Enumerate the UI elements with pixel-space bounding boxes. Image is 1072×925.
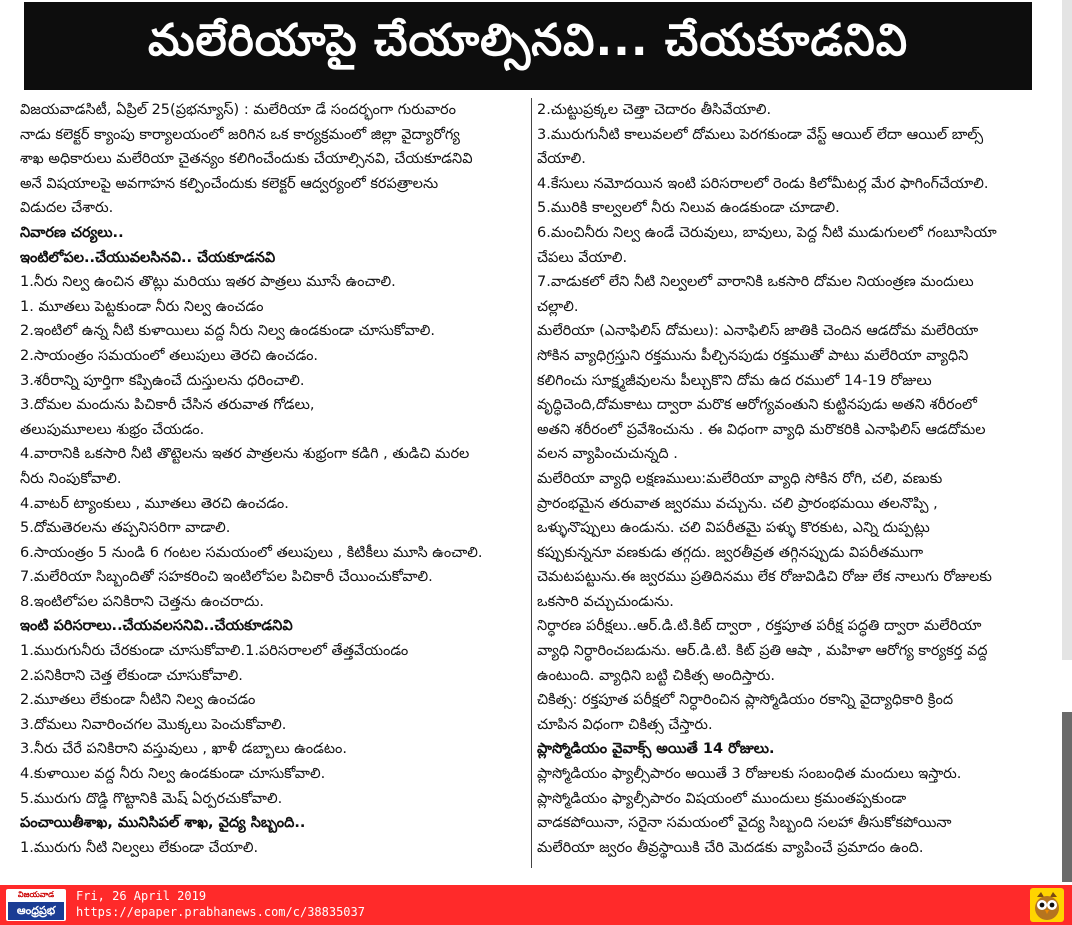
- paragraph-line: 2.మూతలు లేకుండా నీటిని నిల్వ ఉంచడం: [20, 692, 256, 709]
- paragraph-line: 4.వాటర్ ట్యాంకులు , మూతలు తెరచి ఉంచడం.: [20, 495, 289, 512]
- paragraph-line: 4.కుళాయిల వద్ద నీరు నిల్వ ఉండకుండా చూసుకోవాలి.: [20, 766, 326, 783]
- paragraph-line: 5.మురికి కాల్వలలో నీరు నిలువ ఉండకుండా చూడాలి.: [537, 200, 840, 217]
- paragraph-line: 2.ఇంటిలో ఉన్న నీటి కుళాయిలు వద్ద నీరు నిల్వ ఉండకుండా చూసుకోవాలి.: [20, 323, 435, 340]
- paragraph-line: చల్లాలి.: [537, 298, 579, 315]
- paragraph-line: ప్లాస్మోడియం ఫ్యాల్సీపారం విషయంలో ముందులు క్రమంతప్పకుండా: [537, 790, 907, 807]
- paragraph-line: 3.దోమలు నివారించగల మొక్కలు పెంచుకోవాలి.: [20, 716, 287, 733]
- paragraph-line: మలేరియా వ్యాధి లక్షణములు:మలేరియా వ్యాధి సోకిన రోగి, చలి, వణుకు: [537, 470, 943, 487]
- paragraph-line: నీరు నింపుకోవాలి.: [20, 470, 122, 487]
- paragraph-line: ఇంటిలోపల..చేయువలసినవి.. చేయకూడనవి: [20, 249, 276, 266]
- column-divider: [531, 98, 532, 868]
- left-column: [20, 98, 525, 860]
- epaper-link[interactable]: https://epaper.prabhanews.com/c/38835037: [76, 905, 365, 919]
- paragraph-line: శాఖ అధికారులు మలేరియా చైతన్యం కలిగించేందుకు చేయాల్సినవి, చేయకూడనివి: [20, 151, 473, 168]
- paragraph-line: 3.దోమల మందును పిచికారీ చేసిన తరువాత గోడలు,: [20, 397, 315, 414]
- paragraph-line: 1.మురుగు నీటి నిల్వలు లేకుండా చేయాలి.: [20, 839, 259, 856]
- publication-date: Fri, 26 April 2019: [76, 889, 207, 903]
- paragraph-line: వృద్ధిచెంది,దోమకాటు ద్వారా మరొక ఆరోగ్యవంతుని కుట్టినపుడు అతని శరీరంలో: [537, 397, 977, 414]
- paragraph-line: 3.మురుగునీటి కాలువలలో దోమలు పెరగకుండా వేస్ట్ ఆయిల్ లేదా ఆయిల్ బాల్స్: [537, 126, 984, 143]
- paragraph-line: కప్పుకున్ననూ వణకుడు తగ్గదు. జ్వరతీవ్రత తగ్గినప్పుడు విపరీతముగా: [537, 544, 924, 561]
- footer-bar: [0, 885, 1072, 925]
- owl-icon[interactable]: [1030, 888, 1064, 922]
- paragraph-line: చేపలు వేయాలి.: [537, 249, 628, 266]
- paragraph-line: 6.సాయంత్రం 5 నుండి 6 గంటల సమయంలో తలుపులు , కిటికీలు మూసి ఉంచాలి.: [20, 544, 483, 561]
- paragraph-line: మలేరియా (ఎనాఫిలిస్ దోమలు): ఎనాఫిలిస్ జాతికి చెందిన ఆడదోమ మలేరియా: [537, 323, 979, 340]
- paragraph-line: 6.మంచినీరు నిల్వ ఉండే చెరువులు, బావులు, పెద్ద నీటి ముడుగులలో గంబూసియా: [537, 224, 997, 241]
- paragraph-line: వలన వ్యాపించుచున్నది .: [537, 446, 678, 463]
- right-column: [537, 98, 1042, 860]
- paragraph-line: అతని శరీరంలో ప్రవేశించును . ఈ విధంగా వ్యాధి మరొకరికి ఎనాఫిలిస్ ఆడదోమల: [537, 421, 986, 438]
- paragraph-line: వ్యాధి నిర్ధారించబడును. ఆర్.డి.టి. కిట్ ప్రతి ఆషా , మహిళా ఆరోగ్య కార్యకర్త వద్ద: [537, 643, 988, 660]
- paragraph-line: నిర్ధారణ పరీక్షలు..ఆర్.డి.టి.కిట్ ద్వారా , రక్తపూత పరీక్ష పద్ధతి ద్వారా మలేరియా: [537, 618, 982, 635]
- paragraph-line: నివారణ చర్యలు..: [20, 224, 124, 241]
- paragraph-line: విడుదల చేశారు.: [20, 200, 114, 217]
- paragraph-line: 5.దోమతెరలను తప్పనిసరిగా వాడాలి.: [20, 520, 231, 537]
- paragraph-line: 3.శరీరాన్ని పూర్తిగా కప్పిఉంచే దుస్తులను ధరించాలి.: [20, 372, 305, 389]
- paragraph-line: ఒళ్ళునొప్పులు ఉండును. చలి విపరీతమై పళ్ళు కొరకుట, ఎన్ని దుప్పట్లు: [537, 520, 930, 537]
- paragraph-line: తలుపుమూలలు శుభ్రం చేయడం.: [20, 421, 205, 438]
- paragraph-line: 3.నీరు చేరే పనికిరాని వస్తువులు , ఖాళీ డబ్బాలు ఉండటం.: [20, 741, 348, 758]
- logo-title: ఆంధ్రప్రభ: [8, 902, 64, 920]
- paragraph-line: 1.మురుగునీరు చేరకుండా చూసుకోవాలి.1.పరిసరాలలో తేత్తవేయండం: [20, 643, 409, 660]
- paragraph-line: చికిత్స: రక్తపూత పరీక్షలో నిర్ధారించిన ప్లాస్మోడియం రకాన్ని వైద్యాధికారి క్రింద: [537, 692, 954, 709]
- paragraph-line: 2.చుట్టుప్రక్కల చెత్తా చెదారం తీసివేయాలి.: [537, 102, 772, 118]
- paragraph-line: కలిగించు సూక్ష్మజీవులను పీల్చుకొని దోమ ఉద రములో 14-19 రోజులు: [537, 372, 932, 389]
- paragraph-line: 5.మురుగు దొడ్డి గొట్టానికి మెష్ ఏర్పరచుకోవాలి.: [20, 790, 283, 807]
- paragraph-line: అనే విషయాలపై అవగాహన కల్పించేందుకు కలెక్టర్ ఆద్వర్యంలో కరపత్రాలను: [20, 175, 439, 192]
- paragraph-line: 1.నీరు నిల్వ ఉంచిన తొట్లు మరియు ఇతర పాత్రలు మూసే ఉంచాలి.: [20, 274, 396, 291]
- paragraph-line: ఉంటుంది. వ్యాధిని బట్టి చికిత్స అందిస్తారు.: [537, 667, 775, 684]
- paragraph-line: ప్లాస్మోడియం ఫ్యాల్సీపారం అయితే 3 రోజులకు సంబంధిత మందులు ఇస్తారు.: [537, 766, 962, 783]
- newspaper-logo[interactable]: [6, 889, 66, 921]
- adjacent-article-edge: [1062, 0, 1072, 660]
- paragraph-line: 7.మలేరియా సిబ్బందితో సహకరించి ఇంటిలోపల పిచికారీ చేయించుకోవాలి.: [20, 569, 433, 586]
- paragraph-line: పంచాయితీశాఖ, మునిసిపల్ శాఖ, వైద్య సిబ్బంది..: [20, 815, 306, 832]
- paragraph-line: వాడకపోయినా, సరైనా సమయంలో వైద్య సిబ్బంది సలహా తీసుకోకపోయినా: [537, 815, 952, 832]
- paragraph-line: సోకిన వ్యాధిగ్రస్తుని రక్తమును పీల్చినపుడు రక్తముతో పాటు మలేరియా వ్యాధిని: [537, 347, 969, 364]
- article-body: [20, 98, 1042, 874]
- paragraph-line: మలేరియా జ్వరం తీవ్రస్థాయికి చేరి మెదడకు వ్యాపించే ప్రమాదం ఉంది.: [537, 839, 924, 856]
- paragraph-line: ప్లాస్మోడియం వైవాక్స్ అయితే 14 రోజులు.: [537, 741, 775, 758]
- paragraph-line: 2.సాయంత్రం సమయంలో తలుపులు తెరచి ఉంచడం.: [20, 347, 319, 364]
- paragraph-line: చూపిన విధంగా చికిత్స చేస్తారు.: [537, 716, 713, 733]
- headline: మలేరియాపై చేయాల్సినవి... చేయకూడనివి: [24, 2, 1032, 90]
- paragraph-line: విజయవాడసిటీ, ఏప్రిల్ 25(ప్రభన్యూస్) : మలేరియా డే సందర్భంగా గురువారం: [20, 102, 457, 118]
- paragraph-line: ప్రారంభమైన తరువాత జ్వరము వచ్చును. చలి ప్రారంభమయి తలనొప్పి ,: [537, 495, 938, 512]
- paragraph-line: 4.వారానికి ఒకసారి నీటి తొట్టెలను ఇతర పాత్రలను శుభ్రంగా కడిగి , తుడిచి మరల: [20, 446, 470, 463]
- paragraph-line: నాడు కలెక్టర్ క్యాంపు కార్యాలయంలో జరిగిన ఒక కార్యక్రమంలో జిల్లా వైద్యారోగ్య: [20, 126, 460, 143]
- paragraph-line: చెమటపట్టును.ఈ జ్వరము ప్రతిదినము లేక రోజువిడిచి రోజు లేక నాలుగు రోజులకు: [537, 569, 992, 586]
- paragraph-line: 4.కేసులు నమోదయిన ఇంటి పరిసరాలలో రెండు కిలోమీటర్ల మేర ఫాగింగ్‌చేయాలి.: [537, 175, 989, 192]
- logo-edition: విజయవాడ: [17, 890, 55, 899]
- paragraph-line: ఒకసారి వచ్చుచుండును.: [537, 593, 674, 610]
- paragraph-line: 1. మూతలు పెట్టకుండా నీరు నిల్వ ఉంచడం: [20, 298, 264, 315]
- adjacent-photo-edge: [1062, 712, 1072, 882]
- paragraph-line: 2.పనికిరాని చెత్త లేకుండా చూసుకోవాలి.: [20, 667, 243, 684]
- paragraph-line: ఇంటి పరిసరాలు..చేయవలసనివి..చేయకూడనివి: [20, 618, 293, 635]
- paragraph-line: వేయాలి.: [537, 151, 586, 168]
- paragraph-line: 8.ఇంటిలోపల పనికిరాని చెత్తను ఉంచరాదు.: [20, 593, 264, 610]
- paragraph-line: 7.వాడుకలో లేని నీటి నిల్వలలో వారానికి ఒకసారి దోమల నియంత్రణ మందులు: [537, 274, 974, 291]
